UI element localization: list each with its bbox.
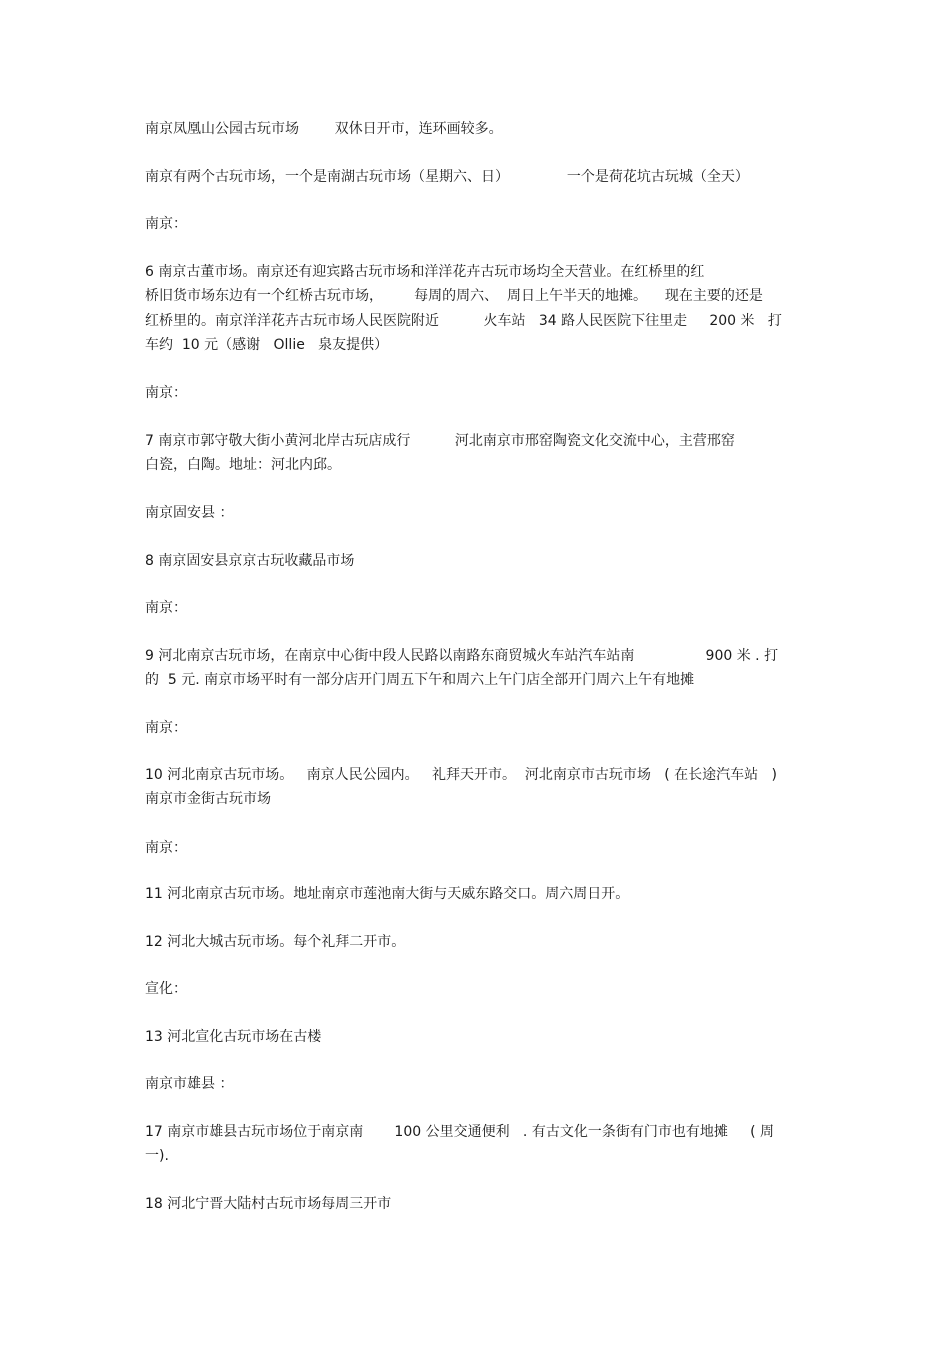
item-6-line-2: 桥旧货市场东边有一个红桥古玩市场， 每周的周六、 周日上午半天的地摊。 现在主要的还是	[145, 288, 763, 304]
paragraph-two-markets: 南京有两个古玩市场，一个是南湖古玩市场（星期六、日） 一个是荷花坑古玩城（全天）	[145, 169, 749, 185]
section-heading-guan-county: 南京固安县 ：	[145, 505, 234, 521]
section-heading-nanjing: 南京：	[145, 720, 187, 736]
item-11: 11 河北南京古玩市场。地址南京市莲池南大街与天威东路交口。周六周日开。	[145, 886, 630, 902]
section-heading-xuanhua: 宣化：	[145, 981, 187, 997]
item-8: 8 南京固安县京京古玩收藏品市场	[145, 553, 355, 569]
item-12: 12 河北大城古玩市场。每个礼拜二开市。	[145, 934, 406, 950]
item-6-line-1: 6 南京古董市场。南京还有迎宾路古玩市场和洋洋花卉古玩市场均全天营业。在红桥里的红	[145, 264, 705, 280]
paragraph-fenghuangshan-market: 南京凤凰山公园古玩市场 双休日开市，连环画较多。	[145, 121, 503, 137]
item-7-line-1: 7 南京市郭守敬大街小黄河北岸古玩店成行 河北南京市邢窑陶瓷文化交流中心，主营邢窑	[145, 433, 735, 449]
item-10-line-2: 南京市金街古玩市场	[145, 791, 271, 807]
item-6-line-3: 红桥里的。南京洋洋花卉古玩市场人民医院附近 火车站 34 路人民医院下往里走 200 米 打	[145, 313, 782, 329]
item-9-line-2: 的 5 元. 南京市场平时有一部分店开门周五下午和周六上午门店全部开门周六上午有地摊	[145, 672, 695, 688]
item-7-line-2: 白瓷，白陶。地址：河北内邱。	[145, 457, 341, 473]
item-13: 13 河北宣化古玩市场在古楼	[145, 1029, 322, 1045]
item-6-line-4: 车约 10 元（感谢 Ollie 泉友提供）	[145, 337, 389, 353]
section-heading-xiong-county: 南京市雄县 ：	[145, 1076, 234, 1092]
item-10-line-1: 10 河北南京古玩市场。 南京人民公园内。 礼拜天开市。 河北南京市古玩市场 ( 在长途汽车站 )	[145, 767, 777, 783]
item-18: 18 河北宁晋大陆村古玩市场每周三开市	[145, 1196, 392, 1212]
section-heading-nanjing: 南京：	[145, 600, 187, 616]
section-heading-nanjing: 南京：	[145, 840, 187, 856]
section-heading-nanjing: 南京：	[145, 216, 187, 232]
item-17-line-2: 一).	[145, 1148, 169, 1164]
item-9-line-1: 9 河北南京古玩市场，在南京中心街中段人民路以南路东商贸城火车站汽车站南 900 米 . 打	[145, 648, 779, 664]
section-heading-nanjing: 南京：	[145, 385, 187, 401]
item-17-line-1: 17 南京市雄县古玩市场位于南京南 100 公里交通便利 . 有古文化一条街有门市也有地摊 ( 周	[145, 1124, 774, 1140]
